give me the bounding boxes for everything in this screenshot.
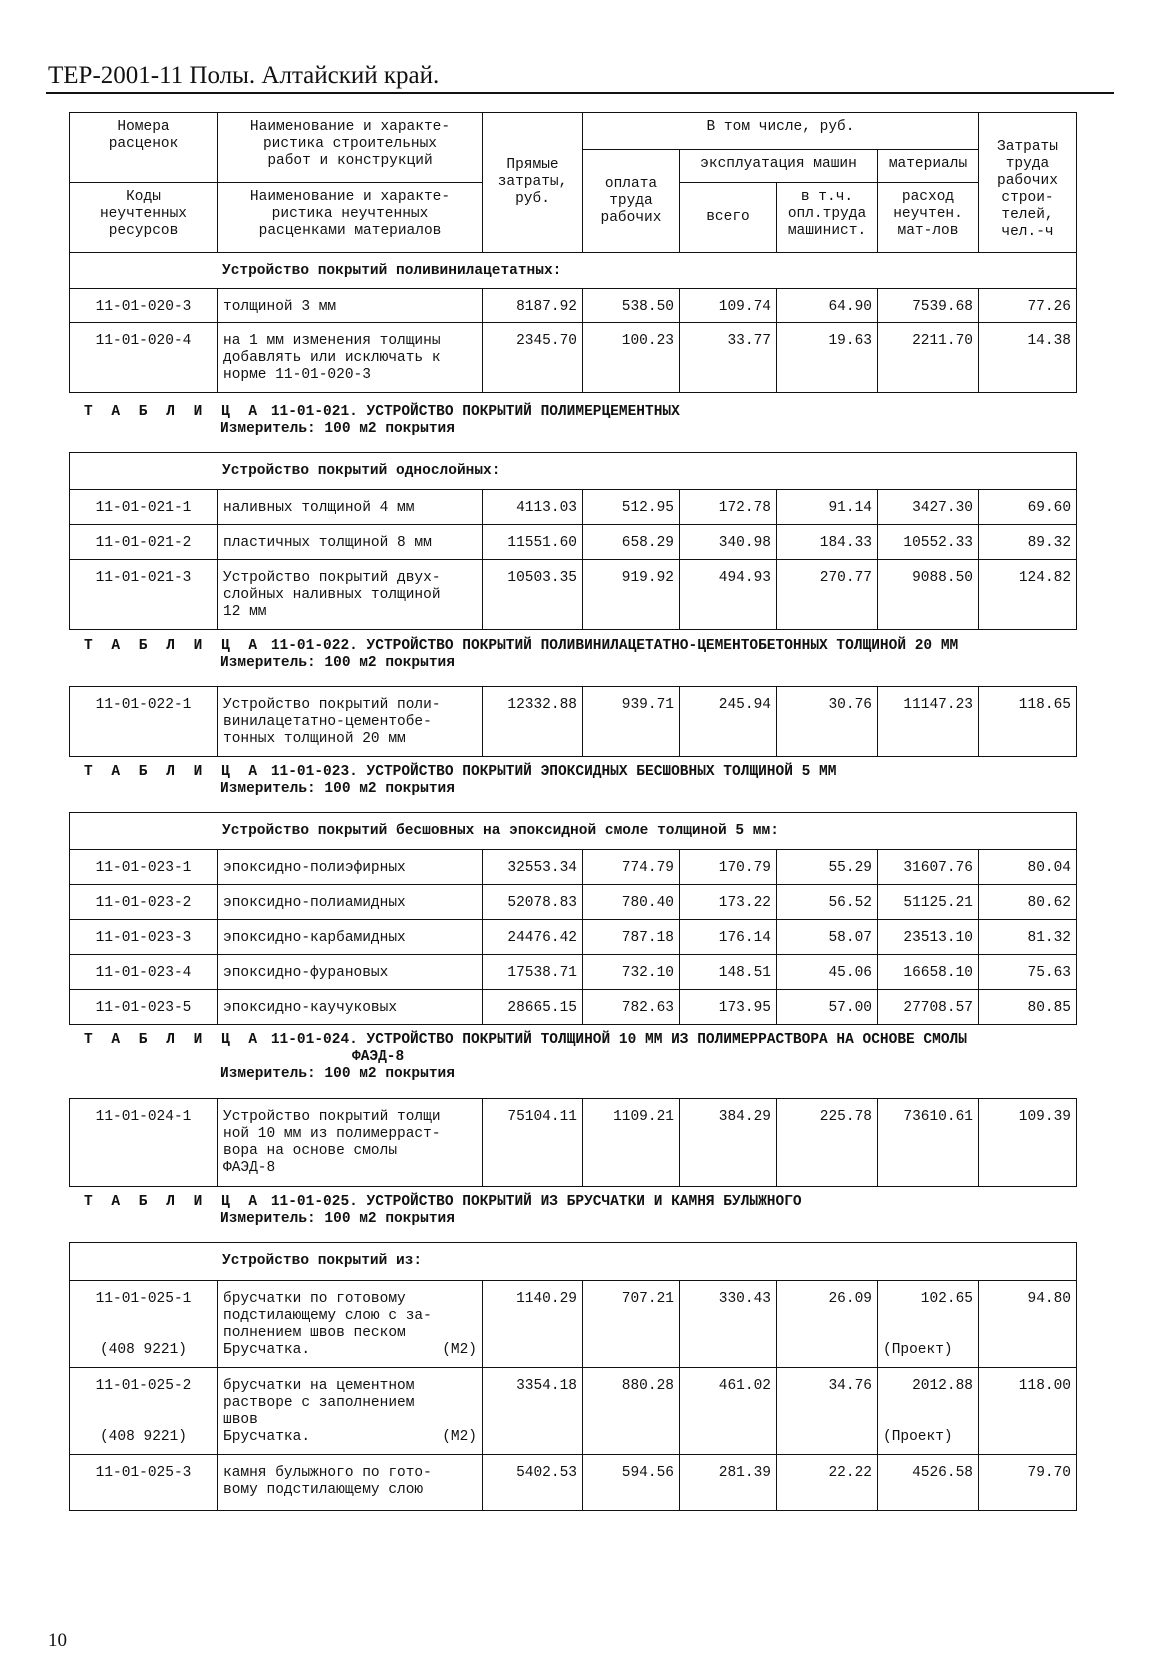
table-row: 11-01-023-3 эпоксидно-карбамидных 24476.42 787.18 176.14 58.07 23513.10 81.32: [70, 920, 1077, 955]
table-row: 11-01-025-1 (408 9221) брусчатки по готовому подстилающему слою с за- полнением швов песком Брусчатка. (М2) 1140.29 707.21 330.43 26.09 102.65 (Проект) 94.80: [70, 1281, 1077, 1368]
col-codes-bottom: Коды неучтенных ресурсов: [70, 183, 218, 253]
section-title: Устройство покрытий поливинилацетатных:: [70, 253, 1077, 289]
caption-11-01-024: Т А Б Л И Ц А 11-01-024. УСТРОЙСТВО ПОКРЫТИЙ ТОЛЩИНОЙ 10 ММ ИЗ ПОЛИМЕРРАСТВОРА НА ОСНОВЕ СМОЛЫ ФАЭД-8 Измеритель: 100 м2 покрытия: [84, 1032, 967, 1082]
caption-11-01-023: Т А Б Л И Ц А 11-01-023. УСТРОЙСТВО ПОКРЫТИЙ ЭПОКСИДНЫХ БЕСШОВНЫХ ТОЛЩИНОЙ 5 ММ Измеритель: 100 м2 покрытия: [84, 764, 837, 797]
col-wages: оплата труда рабочих: [583, 150, 680, 253]
col-direct: Прямые затраты, руб.: [483, 113, 583, 253]
section-title: Устройство покрытий однослойных:: [70, 453, 1077, 490]
page-header: ТЕР-2001-11 Полы. Алтайский край.: [48, 62, 440, 89]
col-machines-total: всего: [680, 183, 777, 253]
table-row: 11-01-024-1 Устройство покрытий толщи ной 10 мм из полимерраст- вора на основе смолы ФАЭД-8 75104.11 1109.21 384.29 225.78 73610.61 109.39: [70, 1099, 1077, 1187]
table-row: 11-01-020-4 на 1 мм изменения толщины добавлять или исключать к норме 11-01-020-3 2345.70 100.23 33.77 19.63 2211.70 14.38: [70, 323, 1077, 393]
col-incl: В том числе, руб.: [583, 113, 979, 150]
page-number: 10: [48, 1630, 67, 1651]
table-11-01-023: [69, 812, 1077, 1025]
header-rule: [46, 92, 1114, 94]
col-materials: материалы: [878, 150, 979, 183]
table-row: 11-01-023-2 эпоксидно-полиамидных 52078.83 780.40 173.22 56.52 51125.21 80.62: [70, 885, 1077, 920]
table-11-01-025: [69, 1242, 1077, 1511]
table-11-01-021: [69, 452, 1077, 630]
col-machines: эксплуатация машин: [680, 150, 878, 183]
table-row: 11-01-025-3 камня булыжного по гото- вому подстилающему слою 5402.53 594.56 281.39 22.22 4526.58 79.70: [70, 1455, 1077, 1511]
table-row: 11-01-023-1 эпоксидно-полиэфирных 32553.34 774.79 170.79 55.29 31607.76 80.04: [70, 850, 1077, 885]
section-title: Устройство покрытий из:: [70, 1243, 1077, 1281]
table-row: 11-01-025-2 (408 9221) брусчатки на цементном растворе с заполнением швов Брусчатка. (М2) 3354.18 880.28 461.02 34.76 2012.88 (Проект) 118.00: [70, 1368, 1077, 1455]
table-row: 11-01-020-3 толщиной 3 мм 8187.92 538.50 109.74 64.90 7539.68 77.26: [70, 289, 1077, 323]
col-machines-incl: в т.ч. опл.труда машинист.: [777, 183, 878, 253]
table-row: 11-01-021-3 Устройство покрытий двух- слойных наливных толщиной 12 мм 10503.35 919.92 494.93 270.77 9088.50 124.82: [70, 560, 1077, 630]
table-11-01-022: [69, 686, 1077, 757]
section-title: Устройство покрытий бесшовных на эпоксидной смоле толщиной 5 мм:: [70, 813, 1077, 850]
caption-11-01-021: Т А Б Л И Ц А 11-01-021. УСТРОЙСТВО ПОКРЫТИЙ ПОЛИМЕРЦЕМЕНТНЫХ Измеритель: 100 м2 покрытия: [84, 404, 680, 437]
table-row: 11-01-021-2 пластичных толщиной 8 мм 11551.60 658.29 340.98 184.33 10552.33 89.32: [70, 525, 1077, 560]
col-materials-sub: расход неучтен. мат-лов: [878, 183, 979, 253]
table-row: 11-01-023-4 эпоксидно-фурановых 17538.71 732.10 148.51 45.06 16658.10 75.63: [70, 955, 1077, 990]
col-name-top: Наименование и характе- ристика строительных работ и конструкций: [218, 113, 483, 183]
caption-11-01-025: Т А Б Л И Ц А 11-01-025. УСТРОЙСТВО ПОКРЫТИЙ ИЗ БРУСЧАТКИ И КАМНЯ БУЛЫЖНОГО Измеритель: 100 м2 покрытия: [84, 1194, 802, 1227]
table-row: 11-01-021-1 наливных толщиной 4 мм 4113.03 512.95 172.78 91.14 3427.30 69.60: [70, 490, 1077, 525]
table-row: 11-01-022-1 Устройство покрытий поли- винилацетатно-цементобе- тонных толщиной 20 мм 12332.88 939.71 245.94 30.76 11147.23 118.65: [70, 687, 1077, 757]
table-11-01-020: [69, 112, 1077, 393]
col-name-bottom: Наименование и характе- ристика неучтенных расценками материалов: [218, 183, 483, 253]
table-row: 11-01-023-5 эпоксидно-каучуковых 28665.15 782.63 173.95 57.00 27708.57 80.85: [70, 990, 1077, 1025]
table-11-01-024: [69, 1098, 1077, 1187]
col-codes-top: Номера расценок: [70, 113, 218, 183]
caption-11-01-022: Т А Б Л И Ц А 11-01-022. УСТРОЙСТВО ПОКРЫТИЙ ПОЛИВИНИЛАЦЕТАТНО-ЦЕМЕНТОБЕТОННЫХ ТОЛЩИНОЙ 20 ММ Измеритель: 100 м2 покрытия: [84, 638, 959, 671]
col-labor: Затраты труда рабочих строи- телей, чел.-ч: [979, 113, 1077, 253]
